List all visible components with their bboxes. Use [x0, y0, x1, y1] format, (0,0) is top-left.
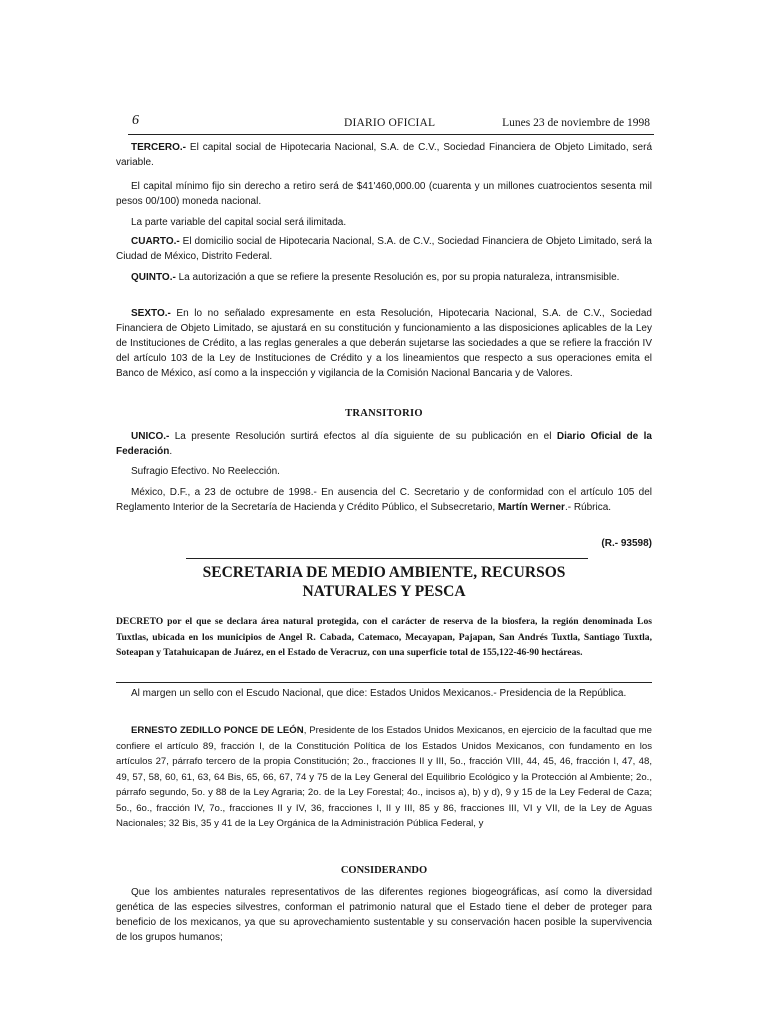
page-header [128, 113, 654, 135]
zedillo-text: , Presidente de los Estados Unidos Mexicanos, en ejercicio de la facultad que me confiere el artículo 89, fracción I, de la Constitución Política de los Estados Unidos Mexicanos, con fundamento en los artículos 27, párrafo tercero de la propia Constitución; 2o., fracciones II y III, 5o., fracción VIII, 44, 45, 46, fracción I, 47, 48, 49, 57, 58, 60, 61, 63, 64 Bis, 65, 66, 67, 74 y 75 de la Ley General del Equilibrio Ecológico y la Protección al Ambiente; 2o., párrafo segundo, 5o. y 88 de la Ley Agraria; 2o. de la Ley Forestal; 4o., incisos a), b) y d), 9 y 15 de la Ley Federal de Caza; 5o., 6o., fracción IV, 7o., fracciones II y IV, 36, fracciones I, II y III, 85 y 86, fracciones III, VI y VII, de la Ley de Aguas Nacionales; 32 Bis, 35 y 41 de la Ley Orgánica de la Administración Pública Federal, y [116, 725, 652, 829]
decreto-rule [116, 682, 652, 683]
paragraph-quinto [116, 270, 652, 285]
paragraph-parte-variable: La parte variable del capital social será ilimitada. [131, 217, 347, 228]
signatory-name: Martín Werner [497, 502, 565, 513]
paragraph-mexico-df [116, 485, 652, 515]
president-name: ERNESTO ZEDILLO PONCE DE LEÓN [131, 725, 304, 736]
cuarto-label: CUARTO.- [131, 236, 180, 247]
unico-tail: . [169, 446, 173, 457]
section-title [116, 563, 652, 601]
unico-publication: Diario Oficial de la Federación [116, 431, 652, 457]
page-number: 6 [132, 113, 139, 128]
unico-text: La presente Resolución surtirá efectos al día siguiente de su publicación en el [169, 431, 557, 442]
heading-transitorio: TRANSITORIO [345, 408, 423, 419]
quinto-text: La autorización a que se refiere la presente Resolución es, por su propia naturaleza, intransmisible. [175, 272, 620, 283]
section-title-line1: SECRETARIA DE MEDIO AMBIENTE, RECURSOS [202, 564, 566, 581]
unico-label: UNICO.- [131, 431, 170, 442]
sexto-text: En lo no señalado expresamente en esta Resolución, Hipotecaria Nacional, S.A. de C.V., Sociedad Financiera de Objeto Limitado, se ajustará en su constitución y funcionamiento a las disposiciones aplicables de la Ley de Instituciones de Crédito, a las reglas generales a que deberán sujetarse las sociedades a que se refiere la fracción IV del artículo 103 de la Ley de Instituciones de Crédito y a los lineamientos que respecto a sus operaciones emita el Banco de México, así como a la inspección y vigilancia de la Comisión Nacional Bancaria y de Valores. [116, 308, 652, 379]
section-title-line2: NATURALES Y PESCA [302, 583, 466, 600]
paragraph-capital-minimo: El capital mínimo fijo sin derecho a retiro será de $41'460,000.00 (cuarenta y un millones cuatrocientos sesenta mil pesos 00/100) moneda nacional. [116, 181, 652, 207]
decreto-summary: DECRETO por el que se declara área natural protegida, con el carácter de reserva de la biosfera, la región denominada Los Tuxtlas, ubicada en los municipios de Angel R. Cabada, Catemaco, Mecayapan, Pajapan, San Andrés Tuxtla, Santiago Tuxtla, Soteapan y Tatahuicapan de Juárez, en el Estado de Veracruz, con una superficie total de 155,122-46-90 hectáreas. [116, 616, 652, 658]
reference-number: (R.- 93598) [601, 538, 652, 549]
paragraph-al-margen: Al margen un sello con el Escudo Nacional, que dice: Estados Unidos Mexicanos.- Presidencia de la República. [131, 688, 627, 699]
cuarto-text: El domicilio social de Hipotecaria Nacional, S.A. de C.V., Sociedad Financiera de Objeto Limitado, será la Ciudad de México, Distrito Federal. [116, 236, 652, 262]
paragraph-considerando: Que los ambientes naturales representativos de las diferentes regiones biogeográficas, así como la diversidad genética de las especies silvestres, conforman el patrimonio natural que el Estado tiene el deber de proteger para beneficio de los mexicanos, ya que su aprovechamiento sustentable y su conservación hacen posible la supervivencia de los grupos humanos; [116, 887, 652, 943]
tercero-label: TERCERO.- [131, 142, 186, 153]
heading-considerando: CONSIDERANDO [340, 865, 428, 876]
paragraph-sexto [116, 306, 652, 381]
issue-date: Lunes 23 de noviembre de 1998 [502, 117, 650, 129]
mexico-df-text: México, D.F., a 23 de octubre de 1998.- En ausencia del C. Secretario y de conformidad con el artículo 105 del Reglamento Interior de la Secretaría de Hacienda y Crédito Público, el Subsecretario, [116, 487, 652, 513]
paragraph-cuarto [116, 234, 652, 264]
newspaper-name: DIARIO OFICIAL [344, 117, 436, 129]
header-rule [128, 134, 654, 135]
paragraph-sufragio: Sufragio Efectivo. No Reelección. [131, 466, 280, 477]
paragraph-tercero [116, 140, 652, 170]
paragraph-unico [116, 429, 652, 459]
section-rule [186, 558, 588, 559]
sexto-label: SEXTO.- [131, 308, 171, 319]
tercero-text: El capital social de Hipotecaria Nacional, S.A. de C.V., Sociedad Financiera de Objeto Limitado, será variable. [116, 142, 652, 168]
quinto-label: QUINTO.- [131, 272, 176, 283]
paragraph-zedillo [116, 723, 652, 832]
mexico-df-tail: .- Rúbrica. [564, 502, 612, 513]
